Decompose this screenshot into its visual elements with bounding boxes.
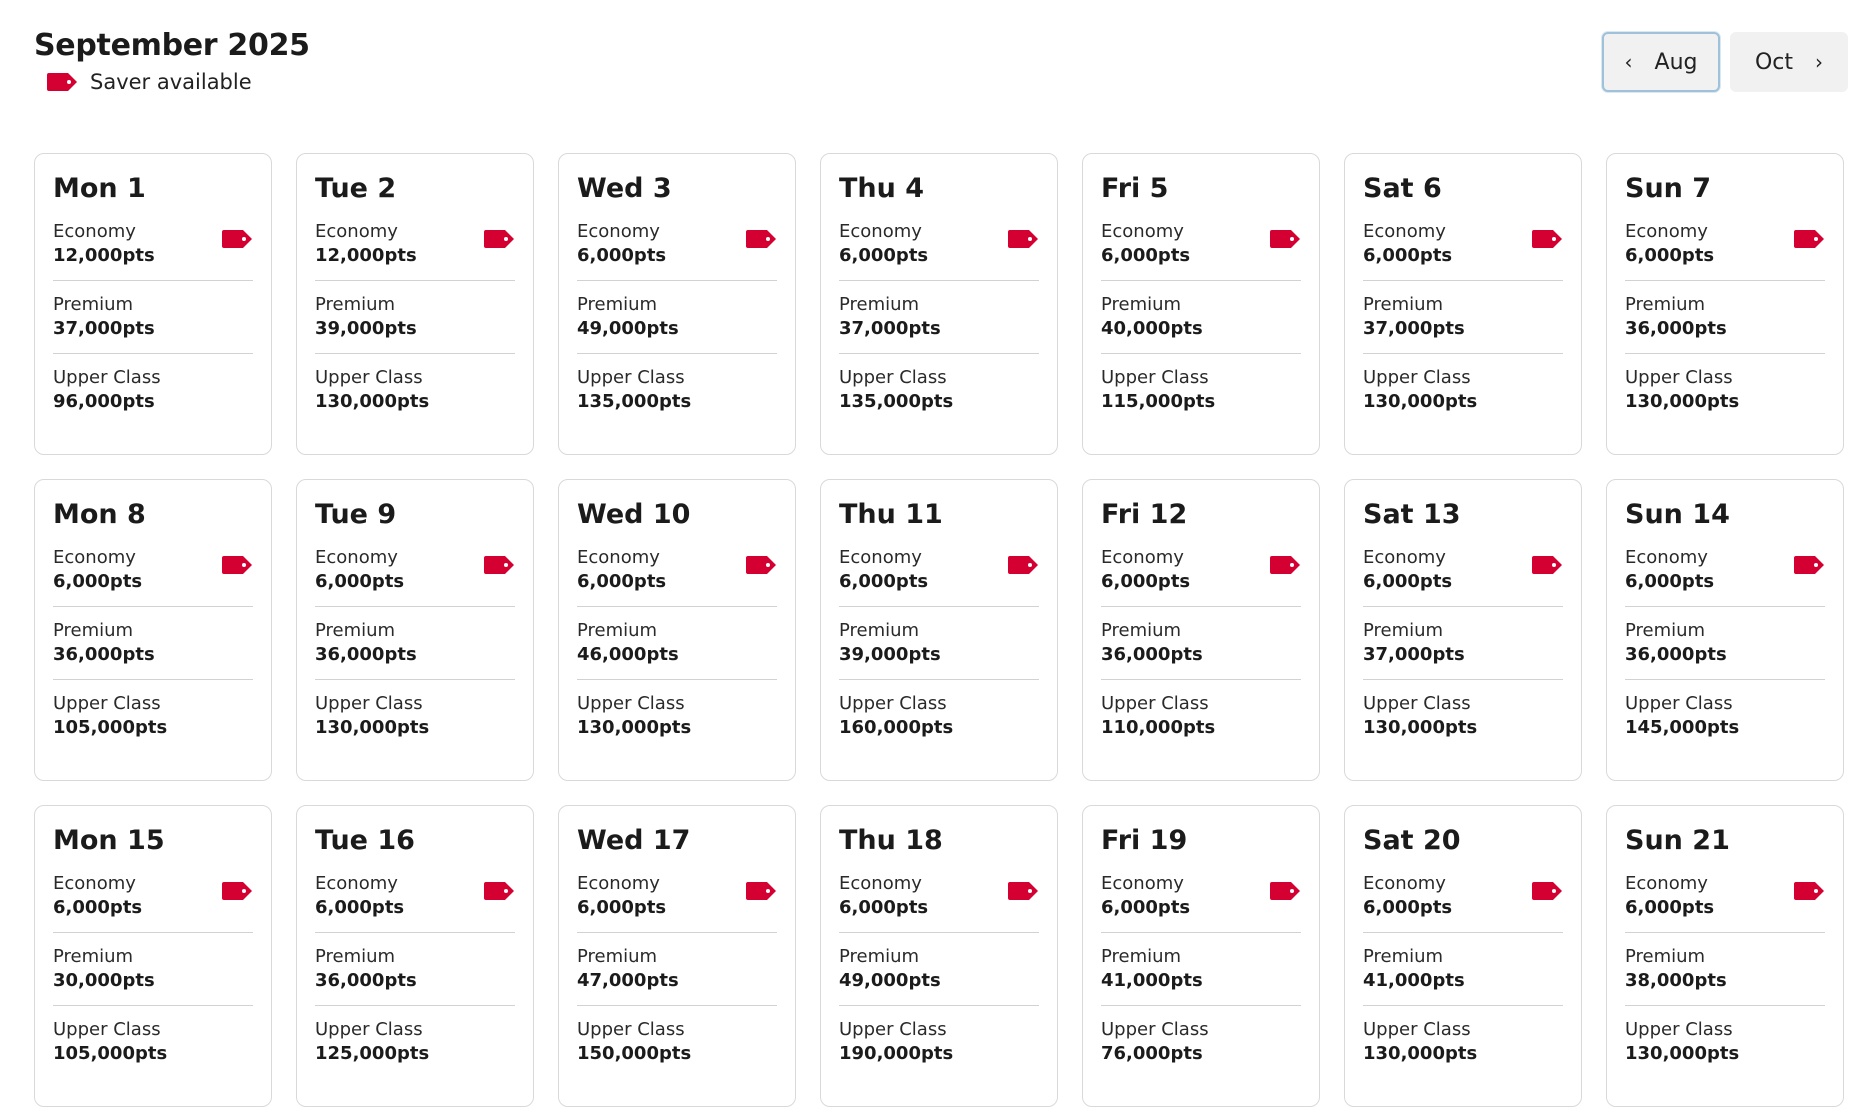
premium-fare xyxy=(1101,945,1301,1006)
economy-fare xyxy=(315,546,515,607)
day-card[interactable] xyxy=(1606,153,1844,455)
upper-class-fare xyxy=(315,692,515,752)
upper-class-label: Upper Class xyxy=(315,367,423,388)
upper-class-fare xyxy=(1101,692,1301,752)
economy-points: 6,000pts xyxy=(839,245,929,266)
day-title: Fri 5 xyxy=(1101,173,1169,204)
premium-points: 49,000pts xyxy=(577,318,679,339)
saver-tag-icon xyxy=(1269,229,1301,249)
upper-class-label: Upper Class xyxy=(839,693,947,714)
premium-fare xyxy=(53,619,253,680)
economy-fare xyxy=(1101,546,1301,607)
premium-points: 37,000pts xyxy=(839,318,941,339)
day-card[interactable] xyxy=(296,153,534,455)
saver-tag-icon xyxy=(483,881,515,901)
economy-fare xyxy=(1625,872,1825,933)
economy-label: Economy xyxy=(1363,221,1446,242)
day-title: Tue 9 xyxy=(315,499,397,530)
economy-fare xyxy=(1625,220,1825,281)
premium-label: Premium xyxy=(1101,620,1182,641)
day-card[interactable] xyxy=(558,805,796,1107)
economy-points: 6,000pts xyxy=(315,571,405,592)
day-title: Mon 15 xyxy=(53,825,165,856)
economy-fare xyxy=(53,546,253,607)
upper-class-label: Upper Class xyxy=(53,693,161,714)
economy-label: Economy xyxy=(1101,221,1184,242)
day-title: Tue 16 xyxy=(315,825,415,856)
upper-class-fare xyxy=(577,1018,777,1078)
premium-points: 38,000pts xyxy=(1625,970,1727,991)
saver-tag-icon xyxy=(46,72,78,92)
saver-legend xyxy=(46,70,310,94)
economy-label: Economy xyxy=(315,547,398,568)
premium-fare xyxy=(1101,293,1301,354)
economy-fare xyxy=(839,220,1039,281)
day-title: Sun 14 xyxy=(1625,499,1730,530)
economy-label: Economy xyxy=(839,221,922,242)
upper-class-label: Upper Class xyxy=(577,1019,685,1040)
day-title: Wed 17 xyxy=(577,825,691,856)
saver-tag-icon xyxy=(1531,229,1563,249)
upper-class-points: 130,000pts xyxy=(315,391,430,412)
day-title: Thu 4 xyxy=(839,173,925,204)
premium-points: 41,000pts xyxy=(1363,970,1465,991)
economy-points: 6,000pts xyxy=(53,571,143,592)
day-card[interactable] xyxy=(1082,805,1320,1107)
saver-tag-icon xyxy=(483,555,515,575)
saver-legend-label: Saver available xyxy=(90,70,252,94)
next-month-label: Oct xyxy=(1754,49,1794,75)
economy-points: 6,000pts xyxy=(1363,897,1453,918)
day-card[interactable] xyxy=(1082,479,1320,781)
premium-fare xyxy=(1363,619,1563,680)
upper-class-fare xyxy=(1101,366,1301,426)
economy-fare xyxy=(1101,872,1301,933)
economy-fare xyxy=(577,872,777,933)
saver-tag-icon xyxy=(221,229,253,249)
day-title: Fri 12 xyxy=(1101,499,1188,530)
economy-points: 6,000pts xyxy=(577,571,667,592)
economy-points: 6,000pts xyxy=(577,245,667,266)
economy-label: Economy xyxy=(1363,547,1446,568)
upper-class-points: 130,000pts xyxy=(1625,391,1740,412)
upper-class-label: Upper Class xyxy=(315,693,423,714)
economy-label: Economy xyxy=(577,547,660,568)
upper-class-fare xyxy=(315,366,515,426)
premium-label: Premium xyxy=(1625,946,1706,967)
upper-class-fare xyxy=(839,1018,1039,1078)
economy-points: 6,000pts xyxy=(1625,571,1715,592)
upper-class-points: 76,000pts xyxy=(1101,1043,1203,1064)
economy-fare xyxy=(1101,220,1301,281)
saver-tag-icon xyxy=(745,881,777,901)
upper-class-label: Upper Class xyxy=(1363,693,1471,714)
economy-fare xyxy=(577,546,777,607)
premium-points: 47,000pts xyxy=(577,970,679,991)
saver-tag-icon xyxy=(1793,881,1825,901)
day-title: Mon 1 xyxy=(53,173,146,204)
upper-class-label: Upper Class xyxy=(839,367,947,388)
calendar-header xyxy=(34,28,310,94)
upper-class-label: Upper Class xyxy=(1101,693,1209,714)
economy-points: 6,000pts xyxy=(839,897,929,918)
premium-points: 36,000pts xyxy=(1625,318,1727,339)
month-title: September 2025 xyxy=(34,28,310,63)
premium-points: 36,000pts xyxy=(1625,644,1727,665)
economy-label: Economy xyxy=(53,873,136,894)
saver-tag-icon xyxy=(1007,555,1039,575)
economy-label: Economy xyxy=(1101,547,1184,568)
day-card[interactable] xyxy=(1606,479,1844,781)
premium-label: Premium xyxy=(577,946,658,967)
chevron-left-icon: ‹ xyxy=(1624,50,1633,74)
previous-month-button[interactable] xyxy=(1602,32,1720,92)
day-title: Mon 8 xyxy=(53,499,146,530)
premium-label: Premium xyxy=(577,620,658,641)
day-card[interactable] xyxy=(34,479,272,781)
upper-class-label: Upper Class xyxy=(577,367,685,388)
saver-tag-icon xyxy=(1007,229,1039,249)
upper-class-points: 105,000pts xyxy=(53,717,168,738)
day-card[interactable] xyxy=(820,479,1058,781)
premium-label: Premium xyxy=(1625,620,1706,641)
economy-fare xyxy=(839,546,1039,607)
day-title: Tue 2 xyxy=(315,173,397,204)
premium-fare xyxy=(1363,945,1563,1006)
premium-fare xyxy=(1625,619,1825,680)
premium-label: Premium xyxy=(53,620,134,641)
premium-fare xyxy=(315,293,515,354)
premium-points: 37,000pts xyxy=(53,318,155,339)
day-grid xyxy=(34,153,1844,1107)
premium-fare xyxy=(315,945,515,1006)
economy-label: Economy xyxy=(839,547,922,568)
upper-class-points: 150,000pts xyxy=(577,1043,692,1064)
economy-points: 6,000pts xyxy=(1363,245,1453,266)
premium-fare xyxy=(839,619,1039,680)
saver-tag-icon xyxy=(221,555,253,575)
upper-class-fare xyxy=(315,1018,515,1078)
day-card[interactable] xyxy=(1344,153,1582,455)
premium-points: 36,000pts xyxy=(1101,644,1203,665)
economy-points: 6,000pts xyxy=(839,571,929,592)
upper-class-points: 125,000pts xyxy=(315,1043,430,1064)
upper-class-label: Upper Class xyxy=(1625,693,1733,714)
economy-fare xyxy=(53,220,253,281)
premium-fare xyxy=(1363,293,1563,354)
economy-label: Economy xyxy=(1363,873,1446,894)
premium-fare xyxy=(1625,945,1825,1006)
economy-points: 6,000pts xyxy=(1625,897,1715,918)
day-card[interactable] xyxy=(296,479,534,781)
upper-class-label: Upper Class xyxy=(839,1019,947,1040)
upper-class-points: 145,000pts xyxy=(1625,717,1740,738)
day-title: Fri 19 xyxy=(1101,825,1188,856)
day-title: Sun 7 xyxy=(1625,173,1712,204)
premium-points: 36,000pts xyxy=(315,970,417,991)
chevron-right-icon: › xyxy=(1815,50,1824,74)
economy-fare xyxy=(1363,546,1563,607)
upper-class-fare xyxy=(1625,366,1825,426)
upper-class-points: 130,000pts xyxy=(1363,1043,1478,1064)
economy-fare xyxy=(1625,546,1825,607)
upper-class-label: Upper Class xyxy=(577,693,685,714)
premium-label: Premium xyxy=(1625,294,1706,315)
day-title: Sat 20 xyxy=(1363,825,1461,856)
upper-class-label: Upper Class xyxy=(53,1019,161,1040)
upper-class-label: Upper Class xyxy=(1625,367,1733,388)
economy-label: Economy xyxy=(577,221,660,242)
day-card[interactable] xyxy=(820,805,1058,1107)
premium-label: Premium xyxy=(315,620,396,641)
premium-label: Premium xyxy=(1363,946,1444,967)
day-card[interactable] xyxy=(1082,153,1320,455)
economy-fare xyxy=(577,220,777,281)
saver-tag-icon xyxy=(483,229,515,249)
premium-fare xyxy=(1101,619,1301,680)
upper-class-points: 135,000pts xyxy=(839,391,954,412)
economy-fare xyxy=(1363,220,1563,281)
premium-points: 49,000pts xyxy=(839,970,941,991)
upper-class-label: Upper Class xyxy=(1363,1019,1471,1040)
upper-class-fare xyxy=(1363,1018,1563,1078)
premium-points: 39,000pts xyxy=(315,318,417,339)
economy-label: Economy xyxy=(1625,873,1708,894)
premium-label: Premium xyxy=(1101,294,1182,315)
economy-points: 6,000pts xyxy=(53,897,143,918)
upper-class-points: 110,000pts xyxy=(1101,717,1216,738)
economy-fare xyxy=(53,872,253,933)
upper-class-points: 135,000pts xyxy=(577,391,692,412)
upper-class-points: 96,000pts xyxy=(53,391,155,412)
premium-points: 46,000pts xyxy=(577,644,679,665)
premium-fare xyxy=(1625,293,1825,354)
upper-class-label: Upper Class xyxy=(53,367,161,388)
economy-label: Economy xyxy=(1101,873,1184,894)
economy-label: Economy xyxy=(315,221,398,242)
premium-fare xyxy=(839,945,1039,1006)
premium-label: Premium xyxy=(315,294,396,315)
premium-points: 37,000pts xyxy=(1363,644,1465,665)
upper-class-label: Upper Class xyxy=(315,1019,423,1040)
day-card[interactable] xyxy=(296,805,534,1107)
upper-class-fare xyxy=(1625,1018,1825,1078)
economy-fare xyxy=(1363,872,1563,933)
premium-points: 39,000pts xyxy=(839,644,941,665)
economy-points: 6,000pts xyxy=(315,897,405,918)
day-title: Sat 13 xyxy=(1363,499,1461,530)
economy-label: Economy xyxy=(53,221,136,242)
premium-label: Premium xyxy=(839,294,920,315)
day-title: Thu 11 xyxy=(839,499,943,530)
upper-class-label: Upper Class xyxy=(1363,367,1471,388)
premium-label: Premium xyxy=(53,946,134,967)
premium-label: Premium xyxy=(1363,294,1444,315)
saver-tag-icon xyxy=(1007,881,1039,901)
economy-points: 6,000pts xyxy=(1101,571,1191,592)
upper-class-points: 130,000pts xyxy=(1363,391,1478,412)
premium-fare xyxy=(315,619,515,680)
day-card[interactable] xyxy=(1344,805,1582,1107)
economy-points: 6,000pts xyxy=(1625,245,1715,266)
saver-tag-icon xyxy=(1793,555,1825,575)
premium-fare xyxy=(577,945,777,1006)
premium-fare xyxy=(839,293,1039,354)
premium-label: Premium xyxy=(1101,946,1182,967)
premium-label: Premium xyxy=(839,946,920,967)
upper-class-points: 160,000pts xyxy=(839,717,954,738)
economy-points: 6,000pts xyxy=(1363,571,1453,592)
upper-class-fare xyxy=(839,692,1039,752)
premium-fare xyxy=(53,293,253,354)
upper-class-points: 130,000pts xyxy=(1625,1043,1740,1064)
premium-points: 37,000pts xyxy=(1363,318,1465,339)
day-card[interactable] xyxy=(558,479,796,781)
upper-class-points: 190,000pts xyxy=(839,1043,954,1064)
day-title: Sun 21 xyxy=(1625,825,1730,856)
economy-label: Economy xyxy=(53,547,136,568)
saver-tag-icon xyxy=(1269,555,1301,575)
day-card[interactable] xyxy=(34,805,272,1107)
day-card[interactable] xyxy=(1606,805,1844,1107)
upper-class-fare xyxy=(577,692,777,752)
economy-label: Economy xyxy=(1625,547,1708,568)
premium-label: Premium xyxy=(315,946,396,967)
premium-points: 36,000pts xyxy=(53,644,155,665)
economy-points: 6,000pts xyxy=(1101,245,1191,266)
premium-fare xyxy=(577,293,777,354)
economy-label: Economy xyxy=(315,873,398,894)
upper-class-points: 115,000pts xyxy=(1101,391,1216,412)
premium-fare xyxy=(577,619,777,680)
premium-label: Premium xyxy=(53,294,134,315)
upper-class-fare xyxy=(53,692,253,752)
upper-class-fare xyxy=(577,366,777,426)
saver-tag-icon xyxy=(1531,881,1563,901)
premium-label: Premium xyxy=(577,294,658,315)
upper-class-fare xyxy=(839,366,1039,426)
day-title: Thu 18 xyxy=(839,825,943,856)
upper-class-label: Upper Class xyxy=(1101,1019,1209,1040)
premium-label: Premium xyxy=(1363,620,1444,641)
upper-class-points: 130,000pts xyxy=(1363,717,1478,738)
upper-class-fare xyxy=(53,1018,253,1078)
next-month-button[interactable] xyxy=(1730,32,1848,92)
saver-tag-icon xyxy=(745,229,777,249)
upper-class-points: 105,000pts xyxy=(53,1043,168,1064)
upper-class-points: 130,000pts xyxy=(577,717,692,738)
economy-label: Economy xyxy=(577,873,660,894)
economy-label: Economy xyxy=(839,873,922,894)
premium-fare xyxy=(53,945,253,1006)
upper-class-fare xyxy=(1625,692,1825,752)
month-navigation xyxy=(1602,32,1848,92)
upper-class-points: 130,000pts xyxy=(315,717,430,738)
upper-class-label: Upper Class xyxy=(1101,367,1209,388)
economy-label: Economy xyxy=(1625,221,1708,242)
economy-fare xyxy=(315,220,515,281)
upper-class-fare xyxy=(1363,692,1563,752)
economy-points: 12,000pts xyxy=(53,245,155,266)
upper-class-fare xyxy=(1101,1018,1301,1078)
economy-points: 6,000pts xyxy=(1101,897,1191,918)
economy-fare xyxy=(315,872,515,933)
economy-points: 12,000pts xyxy=(315,245,417,266)
premium-points: 40,000pts xyxy=(1101,318,1203,339)
day-title: Wed 3 xyxy=(577,173,672,204)
day-title: Sat 6 xyxy=(1363,173,1442,204)
upper-class-fare xyxy=(1363,366,1563,426)
saver-tag-icon xyxy=(221,881,253,901)
previous-month-label: Aug xyxy=(1654,49,1698,75)
saver-tag-icon xyxy=(1531,555,1563,575)
day-card[interactable] xyxy=(820,153,1058,455)
day-card[interactable] xyxy=(34,153,272,455)
upper-class-fare xyxy=(53,366,253,426)
premium-label: Premium xyxy=(839,620,920,641)
upper-class-label: Upper Class xyxy=(1625,1019,1733,1040)
day-card[interactable] xyxy=(558,153,796,455)
saver-tag-icon xyxy=(1269,881,1301,901)
premium-points: 41,000pts xyxy=(1101,970,1203,991)
saver-tag-icon xyxy=(1793,229,1825,249)
day-title: Wed 10 xyxy=(577,499,691,530)
economy-fare xyxy=(839,872,1039,933)
economy-points: 6,000pts xyxy=(577,897,667,918)
day-card[interactable] xyxy=(1344,479,1582,781)
saver-tag-icon xyxy=(745,555,777,575)
premium-points: 30,000pts xyxy=(53,970,155,991)
premium-points: 36,000pts xyxy=(315,644,417,665)
